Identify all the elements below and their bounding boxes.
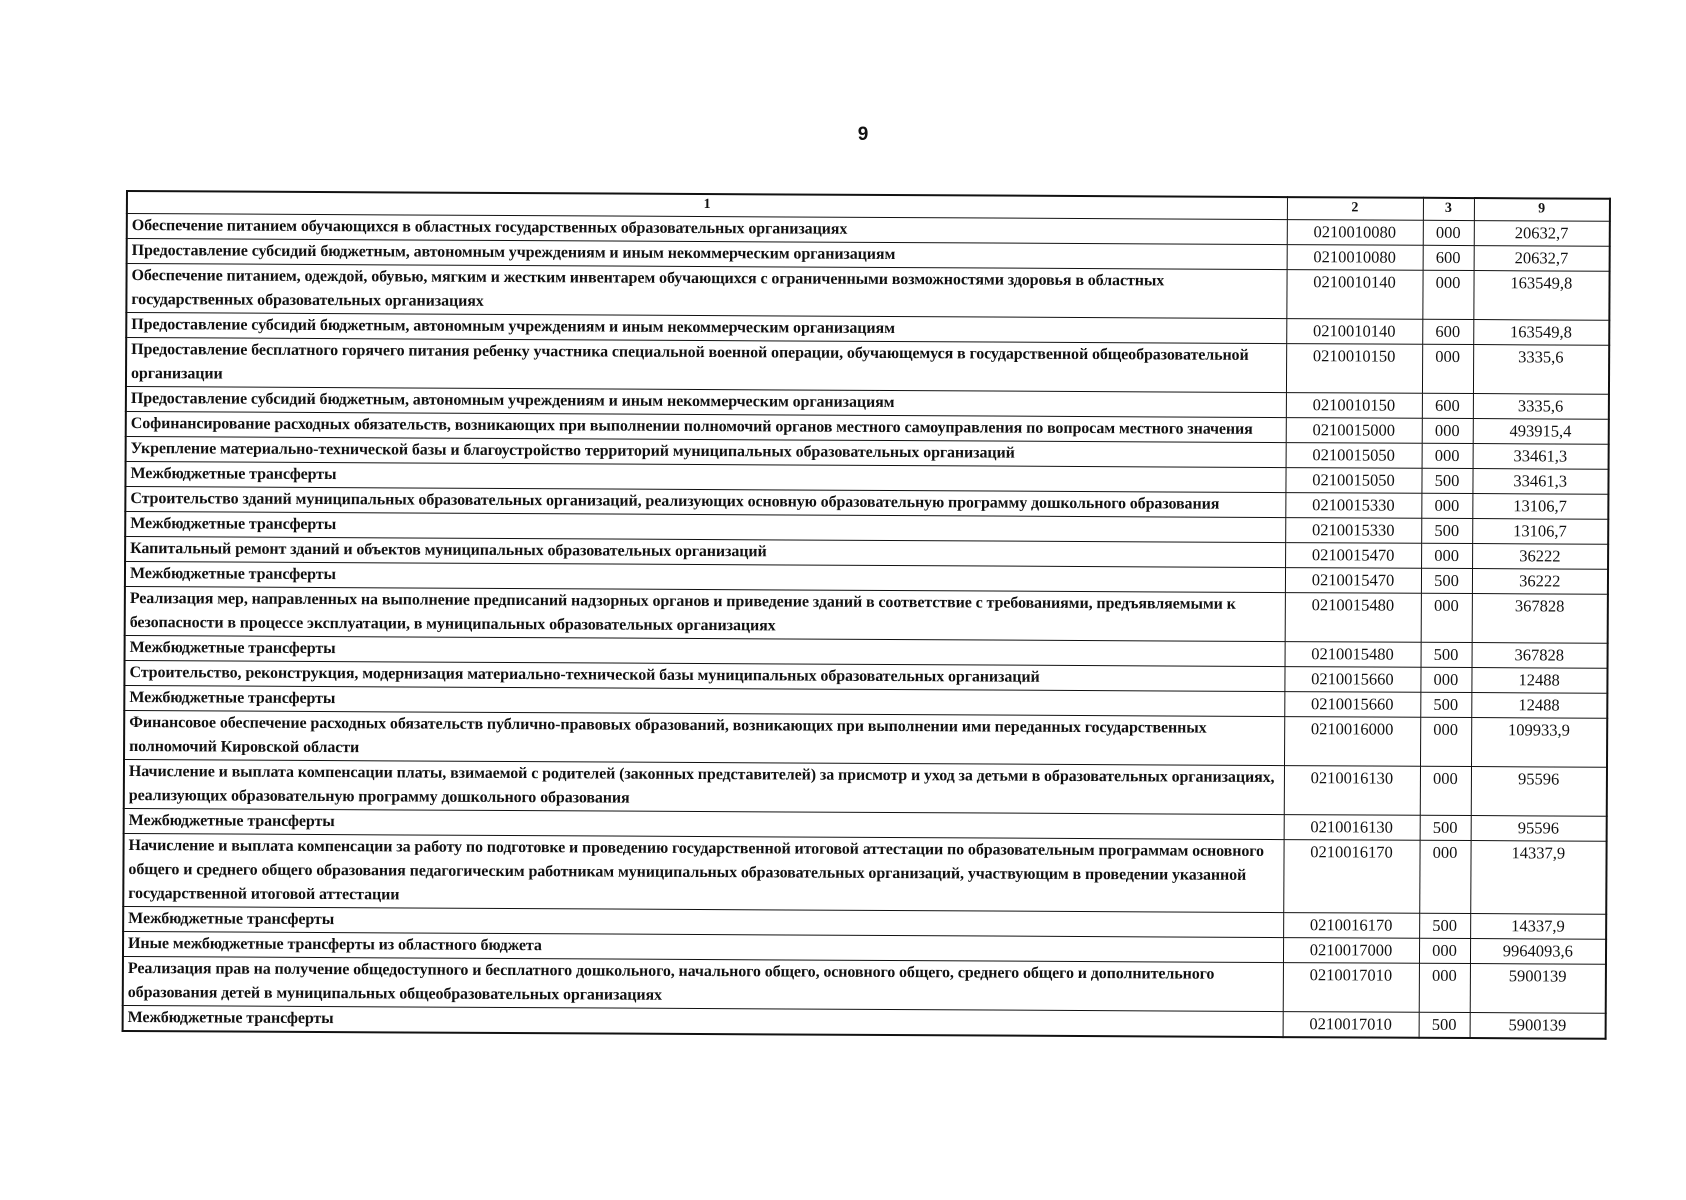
row-code-cell: 0210015050 bbox=[1286, 443, 1422, 469]
row-name-cell: Капитальный ремонт зданий и объектов муниципальных образовательных организаций bbox=[125, 537, 1285, 568]
row-code-cell: 0210010150 bbox=[1286, 344, 1422, 394]
row-name-cell: Предоставление субсидий бюджетным, автономным учреждениям и иным некоммерческим организациям bbox=[127, 239, 1287, 270]
row-code-cell: 0210016130 bbox=[1284, 815, 1420, 841]
row-amount-cell: 3335,6 bbox=[1473, 394, 1609, 420]
row-amount-cell: 5900139 bbox=[1470, 964, 1606, 1014]
row-type-cell: 500 bbox=[1421, 568, 1472, 593]
row-name-cell: Межбюджетные трансферты bbox=[124, 808, 1284, 839]
row-type-cell: 600 bbox=[1422, 393, 1473, 418]
row-code-cell: 0210017000 bbox=[1283, 938, 1419, 964]
row-amount-cell: 163549,8 bbox=[1473, 320, 1609, 346]
row-code-cell: 0210015480 bbox=[1285, 593, 1421, 643]
row-type-cell: 500 bbox=[1420, 692, 1471, 717]
row-code-cell: 0210016130 bbox=[1284, 766, 1420, 816]
row-name-cell: Межбюджетные трансферты bbox=[123, 906, 1283, 937]
table-row bbox=[123, 956, 1606, 1013]
row-amount-cell: 3335,6 bbox=[1473, 345, 1609, 395]
row-name-cell: Строительство, реконструкция, модернизация материально-технической базы муниципальных образовательных организаций bbox=[124, 660, 1284, 691]
row-name-cell: Начисление и выплата компенсации платы, взимаемой с родителей (законных представителей) за присмотр и уход за детьми в образовательных организациях, реализующих образовательную программу дошкольного образования bbox=[124, 759, 1284, 814]
row-name-cell: Иные межбюджетные трансферты из областного бюджета bbox=[123, 931, 1283, 962]
row-code-cell: 0210010150 bbox=[1286, 393, 1422, 419]
row-amount-cell: 95596 bbox=[1471, 816, 1607, 842]
row-code-cell: 0210015330 bbox=[1285, 493, 1421, 519]
row-code-cell: 0210015470 bbox=[1285, 543, 1421, 569]
row-name-cell: Межбюджетные трансферты bbox=[124, 685, 1284, 716]
row-type-cell: 000 bbox=[1419, 840, 1470, 913]
header-col-3: 3 bbox=[1423, 198, 1474, 221]
row-amount-cell: 36222 bbox=[1472, 569, 1608, 595]
row-type-cell: 000 bbox=[1420, 717, 1471, 766]
row-name-cell: Финансовое обеспечение расходных обязательств публично-правовых образований, возникающих при выполнении ими переданных государственных полномочий Кировской области bbox=[124, 710, 1284, 765]
row-type-cell: 500 bbox=[1420, 815, 1471, 840]
row-type-cell: 500 bbox=[1421, 518, 1472, 543]
row-type-cell: 000 bbox=[1421, 593, 1472, 642]
row-type-cell: 000 bbox=[1420, 766, 1471, 815]
header-col-1: 1 bbox=[127, 191, 1287, 220]
row-code-cell: 0210010080 bbox=[1287, 245, 1423, 271]
row-code-cell: 0210015050 bbox=[1285, 468, 1421, 494]
row-amount-cell: 367828 bbox=[1472, 643, 1608, 669]
row-type-cell: 000 bbox=[1421, 543, 1472, 568]
row-name-cell: Строительство зданий муниципальных образовательных организаций, реализующих основную образовательную программу дошкольного образования bbox=[125, 487, 1285, 518]
row-name-cell: Межбюджетные трансферты bbox=[123, 1005, 1283, 1037]
row-type-cell: 500 bbox=[1419, 1012, 1470, 1038]
row-type-cell: 500 bbox=[1421, 642, 1472, 667]
row-name-cell: Укрепление материально-технической базы и благоустройство территорий муниципальных образовательных организаций bbox=[126, 437, 1286, 468]
table-row bbox=[124, 710, 1607, 767]
row-code-cell: 0210010140 bbox=[1286, 270, 1422, 320]
row-type-cell: 600 bbox=[1423, 245, 1474, 270]
row-name-cell: Реализация мер, направленных на выполнение предписаний надзорных органов и приведение зданий в соответствие с требованиями, предъявляемыми к безопасности в процессе эксплуатации, в муниципальных образовательных организациях bbox=[125, 586, 1285, 641]
table-body bbox=[123, 214, 1610, 1039]
row-name-cell: Межбюджетные трансферты bbox=[125, 462, 1285, 493]
row-amount-cell: 5900139 bbox=[1470, 1013, 1606, 1039]
table-row bbox=[125, 586, 1608, 643]
row-name-cell: Предоставление субсидий бюджетным, автономным учреждениям и иным некоммерческим организациям bbox=[126, 313, 1286, 344]
row-code-cell: 0210015480 bbox=[1285, 642, 1421, 668]
row-amount-cell: 493915,4 bbox=[1473, 419, 1609, 445]
table-row bbox=[126, 264, 1609, 321]
header-col-2: 2 bbox=[1287, 197, 1423, 220]
row-name-cell: Обеспечение питанием, одеждой, обувью, мягким и жестким инвентарем обучающихся с ограниченными возможностями здоровья в областных государственных образовательных организациях bbox=[126, 264, 1286, 319]
row-amount-cell: 367828 bbox=[1472, 594, 1608, 644]
row-code-cell: 0210016000 bbox=[1284, 717, 1420, 767]
row-name-cell: Предоставление субсидий бюджетным, автономным учреждениям и иным некоммерческим организациям bbox=[126, 387, 1286, 418]
row-type-cell: 000 bbox=[1422, 418, 1473, 443]
row-amount-cell: 20632,7 bbox=[1474, 221, 1610, 247]
page-number: 9 bbox=[857, 124, 869, 145]
row-type-cell: 000 bbox=[1419, 963, 1470, 1012]
row-name-cell: Начисление и выплата компенсации за работу по подготовке и проведению государственной итоговой аттестации по образовательным программам основного общего и среднего общего образования педагогическим работникам муниципальных образовательных организаций, участвующим в проведении указанной государственной итоговой аттестации bbox=[123, 833, 1283, 912]
row-type-cell: 000 bbox=[1422, 443, 1473, 468]
row-name-cell: Софинансирование расходных обязательств, возникающих при выполнении полномочий органов местного самоуправления по вопросам местного значения bbox=[126, 412, 1286, 443]
row-amount-cell: 12488 bbox=[1471, 668, 1607, 694]
row-amount-cell: 20632,7 bbox=[1474, 246, 1610, 272]
row-name-cell: Реализация прав на получение общедоступного и бесплатного дошкольного, начального общего, основного общего, среднего общего и дополнительного образования детей в муниципальных общеобразовательных организациях bbox=[123, 956, 1283, 1011]
budget-table-container bbox=[122, 190, 1609, 1040]
row-amount-cell: 95596 bbox=[1471, 767, 1607, 817]
row-amount-cell: 13106,7 bbox=[1472, 519, 1608, 545]
row-amount-cell: 36222 bbox=[1472, 544, 1608, 570]
header-col-9: 9 bbox=[1474, 198, 1610, 221]
row-type-cell: 000 bbox=[1423, 220, 1474, 245]
row-amount-cell: 109933,9 bbox=[1471, 718, 1607, 768]
row-amount-cell: 33461,3 bbox=[1473, 444, 1609, 470]
row-type-cell: 000 bbox=[1419, 938, 1470, 963]
row-type-cell: 000 bbox=[1420, 667, 1471, 692]
row-code-cell: 0210015470 bbox=[1285, 568, 1421, 594]
row-type-cell: 000 bbox=[1421, 493, 1472, 518]
row-amount-cell: 33461,3 bbox=[1472, 469, 1608, 495]
row-name-cell: Межбюджетные трансферты bbox=[125, 512, 1285, 543]
row-amount-cell: 9964093,6 bbox=[1470, 939, 1606, 965]
row-code-cell: 0210015000 bbox=[1286, 418, 1422, 444]
row-code-cell: 0210015660 bbox=[1284, 667, 1420, 693]
row-amount-cell: 163549,8 bbox=[1473, 271, 1609, 321]
row-amount-cell: 14337,9 bbox=[1470, 841, 1606, 915]
row-code-cell: 0210017010 bbox=[1283, 963, 1419, 1013]
row-type-cell: 600 bbox=[1422, 319, 1473, 344]
row-name-cell: Межбюджетные трансферты bbox=[125, 562, 1285, 593]
budget-table bbox=[122, 190, 1611, 1040]
table-row bbox=[126, 338, 1609, 395]
row-name-cell: Межбюджетные трансферты bbox=[125, 635, 1285, 666]
row-type-cell: 000 bbox=[1422, 344, 1473, 393]
row-type-cell: 000 bbox=[1422, 270, 1473, 319]
row-code-cell: 0210010140 bbox=[1286, 319, 1422, 345]
row-name-cell: Предоставление бесплатного горячего питания ребенку участника специальной военной операции, обучающемуся в государственной общеобразовательной организации bbox=[126, 338, 1286, 393]
row-code-cell: 0210010080 bbox=[1287, 220, 1423, 246]
row-code-cell: 0210015660 bbox=[1284, 692, 1420, 718]
row-code-cell: 0210016170 bbox=[1283, 840, 1419, 914]
row-amount-cell: 13106,7 bbox=[1472, 494, 1608, 520]
row-amount-cell: 14337,9 bbox=[1470, 914, 1606, 940]
row-code-cell: 0210015330 bbox=[1285, 518, 1421, 544]
row-name-cell: Обеспечение питанием обучающихся в областных государственных образовательных организациях bbox=[127, 214, 1287, 245]
table-row bbox=[123, 833, 1606, 914]
row-type-cell: 500 bbox=[1419, 913, 1470, 938]
row-type-cell: 500 bbox=[1421, 468, 1472, 493]
row-amount-cell: 12488 bbox=[1471, 693, 1607, 719]
table-row bbox=[124, 759, 1607, 816]
row-code-cell: 0210017010 bbox=[1283, 1012, 1419, 1038]
row-code-cell: 0210016170 bbox=[1283, 913, 1419, 939]
